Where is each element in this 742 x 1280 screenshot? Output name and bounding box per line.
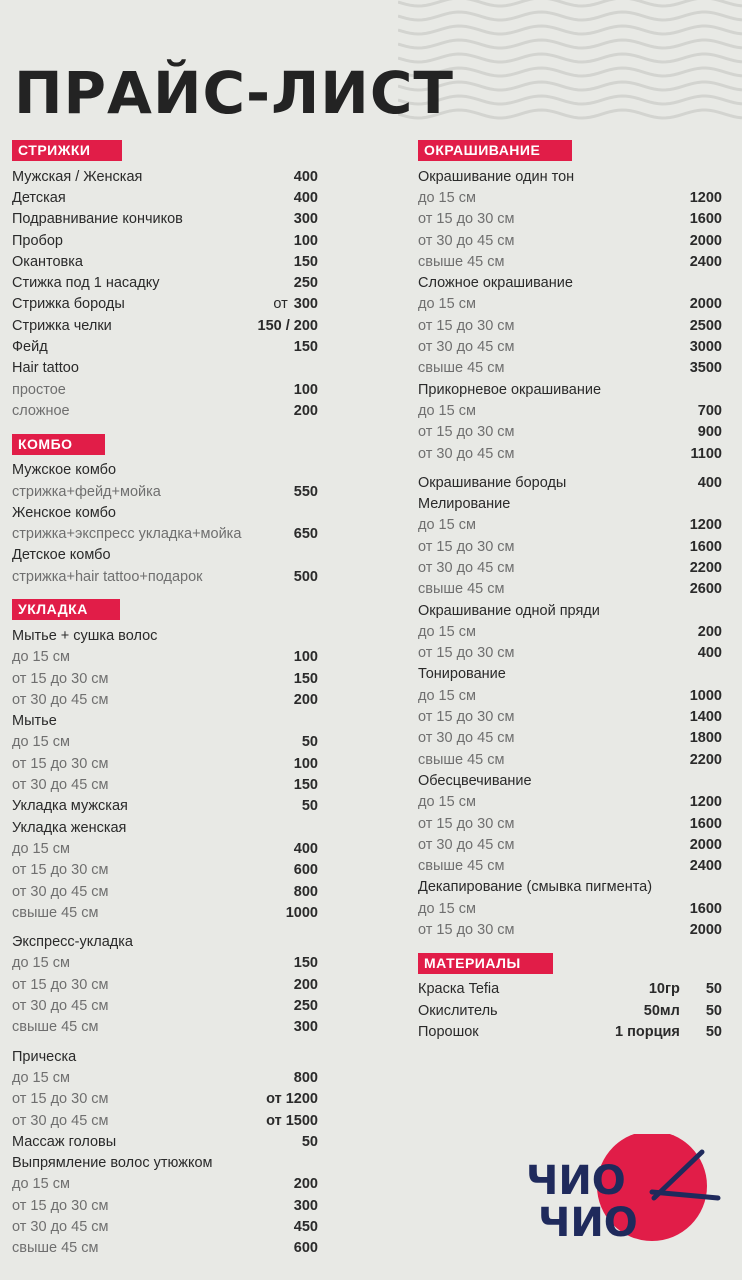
service-name: Мужское комбо (12, 462, 117, 479)
price-subrow (418, 919, 722, 940)
price-subrow (418, 898, 722, 919)
price-subrow (418, 443, 722, 464)
service-price: 50 (705, 1023, 722, 1040)
price-subrow (12, 523, 318, 544)
price-subrow (418, 515, 722, 536)
service-name: стрижка+фейд+мойка (12, 483, 161, 500)
price-subrow (418, 358, 722, 379)
service-price: 600 (293, 862, 318, 879)
service-price: 200 (293, 1176, 318, 1193)
service-name: от 15 до 30 см (418, 709, 515, 726)
service-name: до 15 см (12, 734, 70, 751)
price-subrow (12, 1174, 318, 1195)
coloring-list-2 (418, 472, 722, 941)
service-name: от 30 до 45 см (418, 339, 515, 356)
service-name: до 15 см (12, 1069, 70, 1086)
service-price: 900 (697, 424, 722, 441)
price-prefix: от (273, 296, 288, 313)
service-name: от 15 до 30 см (418, 211, 515, 228)
service-name: Мелирование (418, 496, 511, 513)
service-name: свыше 45 см (12, 1240, 99, 1257)
service-name: от 15 до 30 см (418, 922, 515, 939)
price-row (418, 1021, 722, 1042)
service-price: 700 (697, 402, 722, 419)
service-price: 150 (293, 777, 318, 794)
styling-list-2 (12, 932, 318, 1038)
service-name: от 30 до 45 см (418, 836, 515, 853)
service-name: Окрашивание один тон (418, 168, 575, 185)
service-name: свыше 45 см (12, 904, 99, 921)
service-price: 250 (293, 998, 318, 1015)
service-name: Краска Tefia (418, 981, 500, 998)
price-row (12, 358, 318, 379)
price-subrow (418, 792, 722, 813)
price-subrow (418, 187, 722, 208)
service-price: 1000 (285, 904, 318, 921)
price-row (418, 379, 722, 400)
price-row (12, 460, 318, 481)
price-value: 300 (293, 296, 318, 313)
price-subrow (12, 1238, 318, 1259)
price-subrow (418, 834, 722, 855)
service-price: 300 (293, 1019, 318, 1036)
service-name: от 30 до 45 см (12, 998, 109, 1015)
price-subrow (12, 995, 318, 1016)
price-row (418, 272, 722, 293)
service-price: 400 (697, 474, 722, 491)
service-name: Сложное окрашивание (418, 275, 573, 292)
price-subrow (12, 1067, 318, 1088)
page-title: ПРАЙС-ЛИСТ (14, 59, 454, 127)
service-price: 300 (293, 211, 318, 228)
service-price: 550 (293, 483, 318, 500)
service-price: 1100 (690, 445, 722, 462)
section-label-styling: УКЛАДКА (12, 599, 120, 620)
service-name: свыше 45 см (418, 858, 505, 875)
price-row (12, 272, 318, 293)
service-price: 300 (293, 1197, 318, 1214)
service-name: Тонирование (418, 666, 506, 683)
service-name: до 15 см (418, 189, 476, 206)
service-price: 2600 (689, 581, 722, 598)
service-price: 1600 (689, 815, 722, 832)
service-name: Женское комбо (12, 504, 116, 521)
service-price: 650 (293, 526, 318, 543)
section-styling (12, 599, 318, 1259)
service-name: Детская (12, 189, 66, 206)
service-name: Мужская / Женская (12, 168, 143, 185)
service-name: до 15 см (418, 687, 476, 704)
service-price: 2000 (689, 296, 722, 313)
service-price: 2200 (689, 559, 722, 576)
section-label-haircuts: СТРИЖКИ (12, 140, 122, 161)
service-price: 100 (293, 381, 318, 398)
service-name: Стрижка челки (12, 317, 112, 334)
service-name: Стижка под 1 насадку (12, 275, 160, 292)
service-price: 100 (293, 755, 318, 772)
service-price: 2000 (689, 922, 722, 939)
service-name: до 15 см (418, 794, 476, 811)
service-price: 200 (293, 402, 318, 419)
service-price: 200 (293, 976, 318, 993)
service-name: до 15 см (418, 402, 476, 419)
service-name: Окрашивание бороды (418, 474, 567, 491)
service-price: 50 (301, 1133, 318, 1150)
service-price (273, 296, 318, 312)
service-price: 600 (293, 1240, 318, 1257)
price-row (12, 796, 318, 817)
price-subrow (12, 732, 318, 753)
service-price: 50 (301, 798, 318, 815)
price-subrow (12, 1216, 318, 1237)
price-subrow (12, 647, 318, 668)
service-price: 1200 (689, 189, 722, 206)
section-coloring (418, 140, 722, 941)
service-name: Окислитель (418, 1002, 498, 1019)
service-price: 3000 (689, 339, 722, 356)
service-name: до 15 см (12, 649, 70, 666)
price-subrow (12, 838, 318, 859)
price-row (12, 166, 318, 187)
price-subrow (418, 813, 722, 834)
section-label-coloring: ОКРАШИВАНИЕ (418, 140, 572, 161)
service-name: свыше 45 см (418, 581, 505, 598)
logo-line-1: ЧИО (526, 1158, 626, 1204)
price-subrow (12, 668, 318, 689)
service-name: свыше 45 см (418, 253, 505, 270)
price-subrow (418, 579, 722, 600)
service-name: Экспресс-укладка (12, 934, 133, 951)
service-name: свыше 45 см (418, 360, 505, 377)
price-subrow (12, 881, 318, 902)
combo-list (12, 460, 318, 588)
service-name: от 30 до 45 см (12, 1112, 109, 1129)
price-subrow (12, 753, 318, 774)
price-row (12, 817, 318, 838)
price-subrow (12, 860, 318, 881)
service-price: 1800 (689, 730, 722, 747)
service-price: 150 (293, 670, 318, 687)
materials-list (418, 979, 722, 1043)
service-price: 500 (293, 568, 318, 585)
service-name: от 30 до 45 см (12, 883, 109, 900)
section-materials (418, 953, 722, 1043)
price-subrow (418, 400, 722, 421)
service-name: Окантовка (12, 253, 83, 270)
service-name: до 15 см (12, 1176, 70, 1193)
service-name: до 15 см (418, 296, 476, 313)
price-row (12, 187, 318, 208)
service-price: 2500 (689, 317, 722, 334)
section-label-materials: МАТЕРИАЛЫ (418, 953, 553, 974)
service-name: стрижка+hair tattoo+подарок (12, 568, 203, 585)
price-subrow (418, 536, 722, 557)
service-name: Выпрямление волос утюжком (12, 1155, 213, 1172)
service-name: от 15 до 30 см (12, 755, 109, 772)
service-name: от 30 до 45 см (418, 232, 515, 249)
price-subrow (418, 856, 722, 877)
price-row (12, 209, 318, 230)
service-name: Стрижка бороды (12, 296, 125, 313)
service-name: Детское комбо (12, 547, 111, 564)
service-name: от 15 до 30 см (418, 815, 515, 832)
price-subrow (418, 230, 722, 251)
service-name: Обесцвечивание (418, 772, 532, 789)
styling-list-1 (12, 625, 318, 923)
price-row (12, 711, 318, 732)
service-price: от 1500 (266, 1112, 318, 1129)
service-price: 800 (293, 1069, 318, 1086)
service-price: 400 (293, 840, 318, 857)
price-subrow (12, 974, 318, 995)
service-name: Прикорневое окрашивание (418, 381, 602, 398)
service-name: от 15 до 30 см (418, 424, 515, 441)
price-row (418, 979, 722, 1000)
service-price: 2000 (689, 836, 722, 853)
section-combo (12, 434, 318, 588)
price-subrow (418, 315, 722, 336)
service-price: 1400 (689, 709, 722, 726)
brand-logo (524, 1134, 730, 1246)
service-name: до 15 см (12, 840, 70, 857)
service-name: до 15 см (418, 623, 476, 640)
price-subrow (12, 902, 318, 923)
service-price: 2200 (689, 751, 722, 768)
price-row (12, 336, 318, 357)
service-name: Массаж головы (12, 1133, 117, 1150)
price-subrow (418, 422, 722, 443)
service-price: 50 (301, 734, 318, 751)
price-row (418, 1000, 722, 1021)
price-subrow (12, 400, 318, 421)
material-quantity: 50мл (643, 1002, 680, 1019)
service-price: 2400 (689, 858, 722, 875)
service-price: 400 (293, 168, 318, 185)
service-name: от 30 до 45 см (12, 691, 109, 708)
service-name: Окрашивание одной пряди (418, 602, 600, 619)
material-quantity: 10гр (648, 981, 680, 998)
service-price: 50 (705, 1002, 722, 1019)
service-name: Укладка женская (12, 819, 127, 836)
service-name: от 30 до 45 см (12, 1219, 109, 1235)
price-subrow (418, 643, 722, 664)
service-name: от 30 до 45 см (418, 730, 515, 747)
price-row (12, 1152, 318, 1173)
service-price: 1600 (689, 538, 722, 555)
service-price: 150 (293, 339, 318, 356)
right-column (418, 140, 722, 1043)
price-subrow (418, 749, 722, 770)
service-price: 150 (293, 253, 318, 270)
price-subrow (12, 566, 318, 587)
price-subrow (418, 209, 722, 230)
price-subrow (12, 689, 318, 710)
price-subrow (12, 379, 318, 400)
price-subrow (12, 481, 318, 502)
left-column (12, 140, 318, 1259)
service-name: свыше 45 см (418, 751, 505, 768)
service-price: 800 (293, 883, 318, 900)
service-price: 1600 (689, 211, 722, 228)
price-row (12, 315, 318, 336)
price-row (418, 493, 722, 514)
service-name: стрижка+экспресс укладка+мойка (12, 526, 242, 543)
service-name: свыше 45 см (12, 1019, 99, 1036)
price-subrow (418, 251, 722, 272)
haircuts-list (12, 166, 318, 422)
service-name: до 15 см (12, 955, 70, 972)
styling-list-3 (12, 1046, 318, 1259)
price-row (418, 770, 722, 791)
price-subrow (418, 685, 722, 706)
price-row (12, 625, 318, 646)
service-price: 450 (293, 1219, 318, 1235)
service-name: от 15 до 30 см (418, 645, 515, 662)
service-name: от 15 до 30 см (12, 976, 109, 993)
service-price: 50 (705, 981, 722, 998)
price-subrow (12, 774, 318, 795)
service-price: 2400 (689, 253, 722, 270)
service-name: от 15 до 30 см (418, 317, 515, 334)
service-name: Порошок (418, 1023, 479, 1040)
service-name: Фейд (12, 339, 48, 356)
price-subrow (418, 706, 722, 727)
service-name: от 30 до 45 см (418, 559, 515, 576)
service-price: 1600 (689, 900, 722, 917)
price-row (418, 166, 722, 187)
price-subrow (418, 621, 722, 642)
service-name: от 15 до 30 см (12, 1091, 109, 1108)
price-row (12, 294, 318, 315)
price-row (12, 251, 318, 272)
service-name: от 15 до 30 см (12, 1197, 109, 1214)
service-name: от 30 до 45 см (418, 445, 515, 462)
service-name: Прическа (12, 1048, 77, 1065)
service-price: 1000 (689, 687, 722, 704)
price-subrow (12, 1110, 318, 1131)
service-name: простое (12, 381, 66, 398)
service-name: от 15 до 30 см (12, 670, 109, 687)
service-price: от 1200 (266, 1091, 318, 1108)
service-price: 150 / 200 (257, 317, 318, 334)
service-price: 400 (697, 645, 722, 662)
service-name: от 15 до 30 см (418, 538, 515, 555)
price-row (12, 1046, 318, 1067)
service-name: от 30 до 45 см (12, 777, 109, 794)
service-name: до 15 см (418, 900, 476, 917)
price-subrow (418, 557, 722, 578)
service-price: 200 (697, 623, 722, 640)
service-name: от 15 до 30 см (12, 862, 109, 879)
price-row (12, 545, 318, 566)
service-name: Пробор (12, 232, 63, 249)
price-row (12, 1131, 318, 1152)
price-row (418, 472, 722, 493)
service-price: 200 (293, 691, 318, 708)
service-price: 100 (293, 232, 318, 249)
service-name: Укладка мужская (12, 798, 128, 815)
service-name: Мытье (12, 713, 57, 730)
service-name: сложное (12, 402, 70, 419)
coloring-list-1 (418, 166, 722, 464)
price-subrow (12, 1195, 318, 1216)
price-row (12, 502, 318, 523)
service-name: до 15 см (418, 517, 476, 534)
price-subrow (418, 294, 722, 315)
price-row (12, 932, 318, 953)
service-name: Hair tattoo (12, 360, 79, 377)
price-row (12, 230, 318, 251)
section-label-combo: КОМБО (12, 434, 105, 455)
price-row (418, 664, 722, 685)
service-price: 250 (293, 275, 318, 292)
price-row (418, 877, 722, 898)
service-price: 1200 (689, 517, 722, 534)
price-subrow (12, 1089, 318, 1110)
service-price: 150 (293, 955, 318, 972)
service-price: 3500 (689, 360, 722, 377)
service-price: 2000 (689, 232, 722, 249)
service-price: 100 (293, 649, 318, 666)
price-subrow (12, 953, 318, 974)
service-price: 400 (293, 189, 318, 206)
service-name: Декапирование (смывка пигмента) (418, 879, 653, 896)
service-price: 1200 (689, 794, 722, 811)
price-row (418, 600, 722, 621)
price-subrow (12, 1017, 318, 1038)
service-name: Мытье + сушка волос (12, 627, 158, 644)
material-quantity: 1 порция (615, 1023, 680, 1040)
price-subrow (418, 728, 722, 749)
logo-line-2: ЧИО (538, 1200, 638, 1246)
section-haircuts (12, 140, 318, 422)
service-name: Подравнивание кончиков (12, 211, 183, 228)
price-subrow (418, 336, 722, 357)
